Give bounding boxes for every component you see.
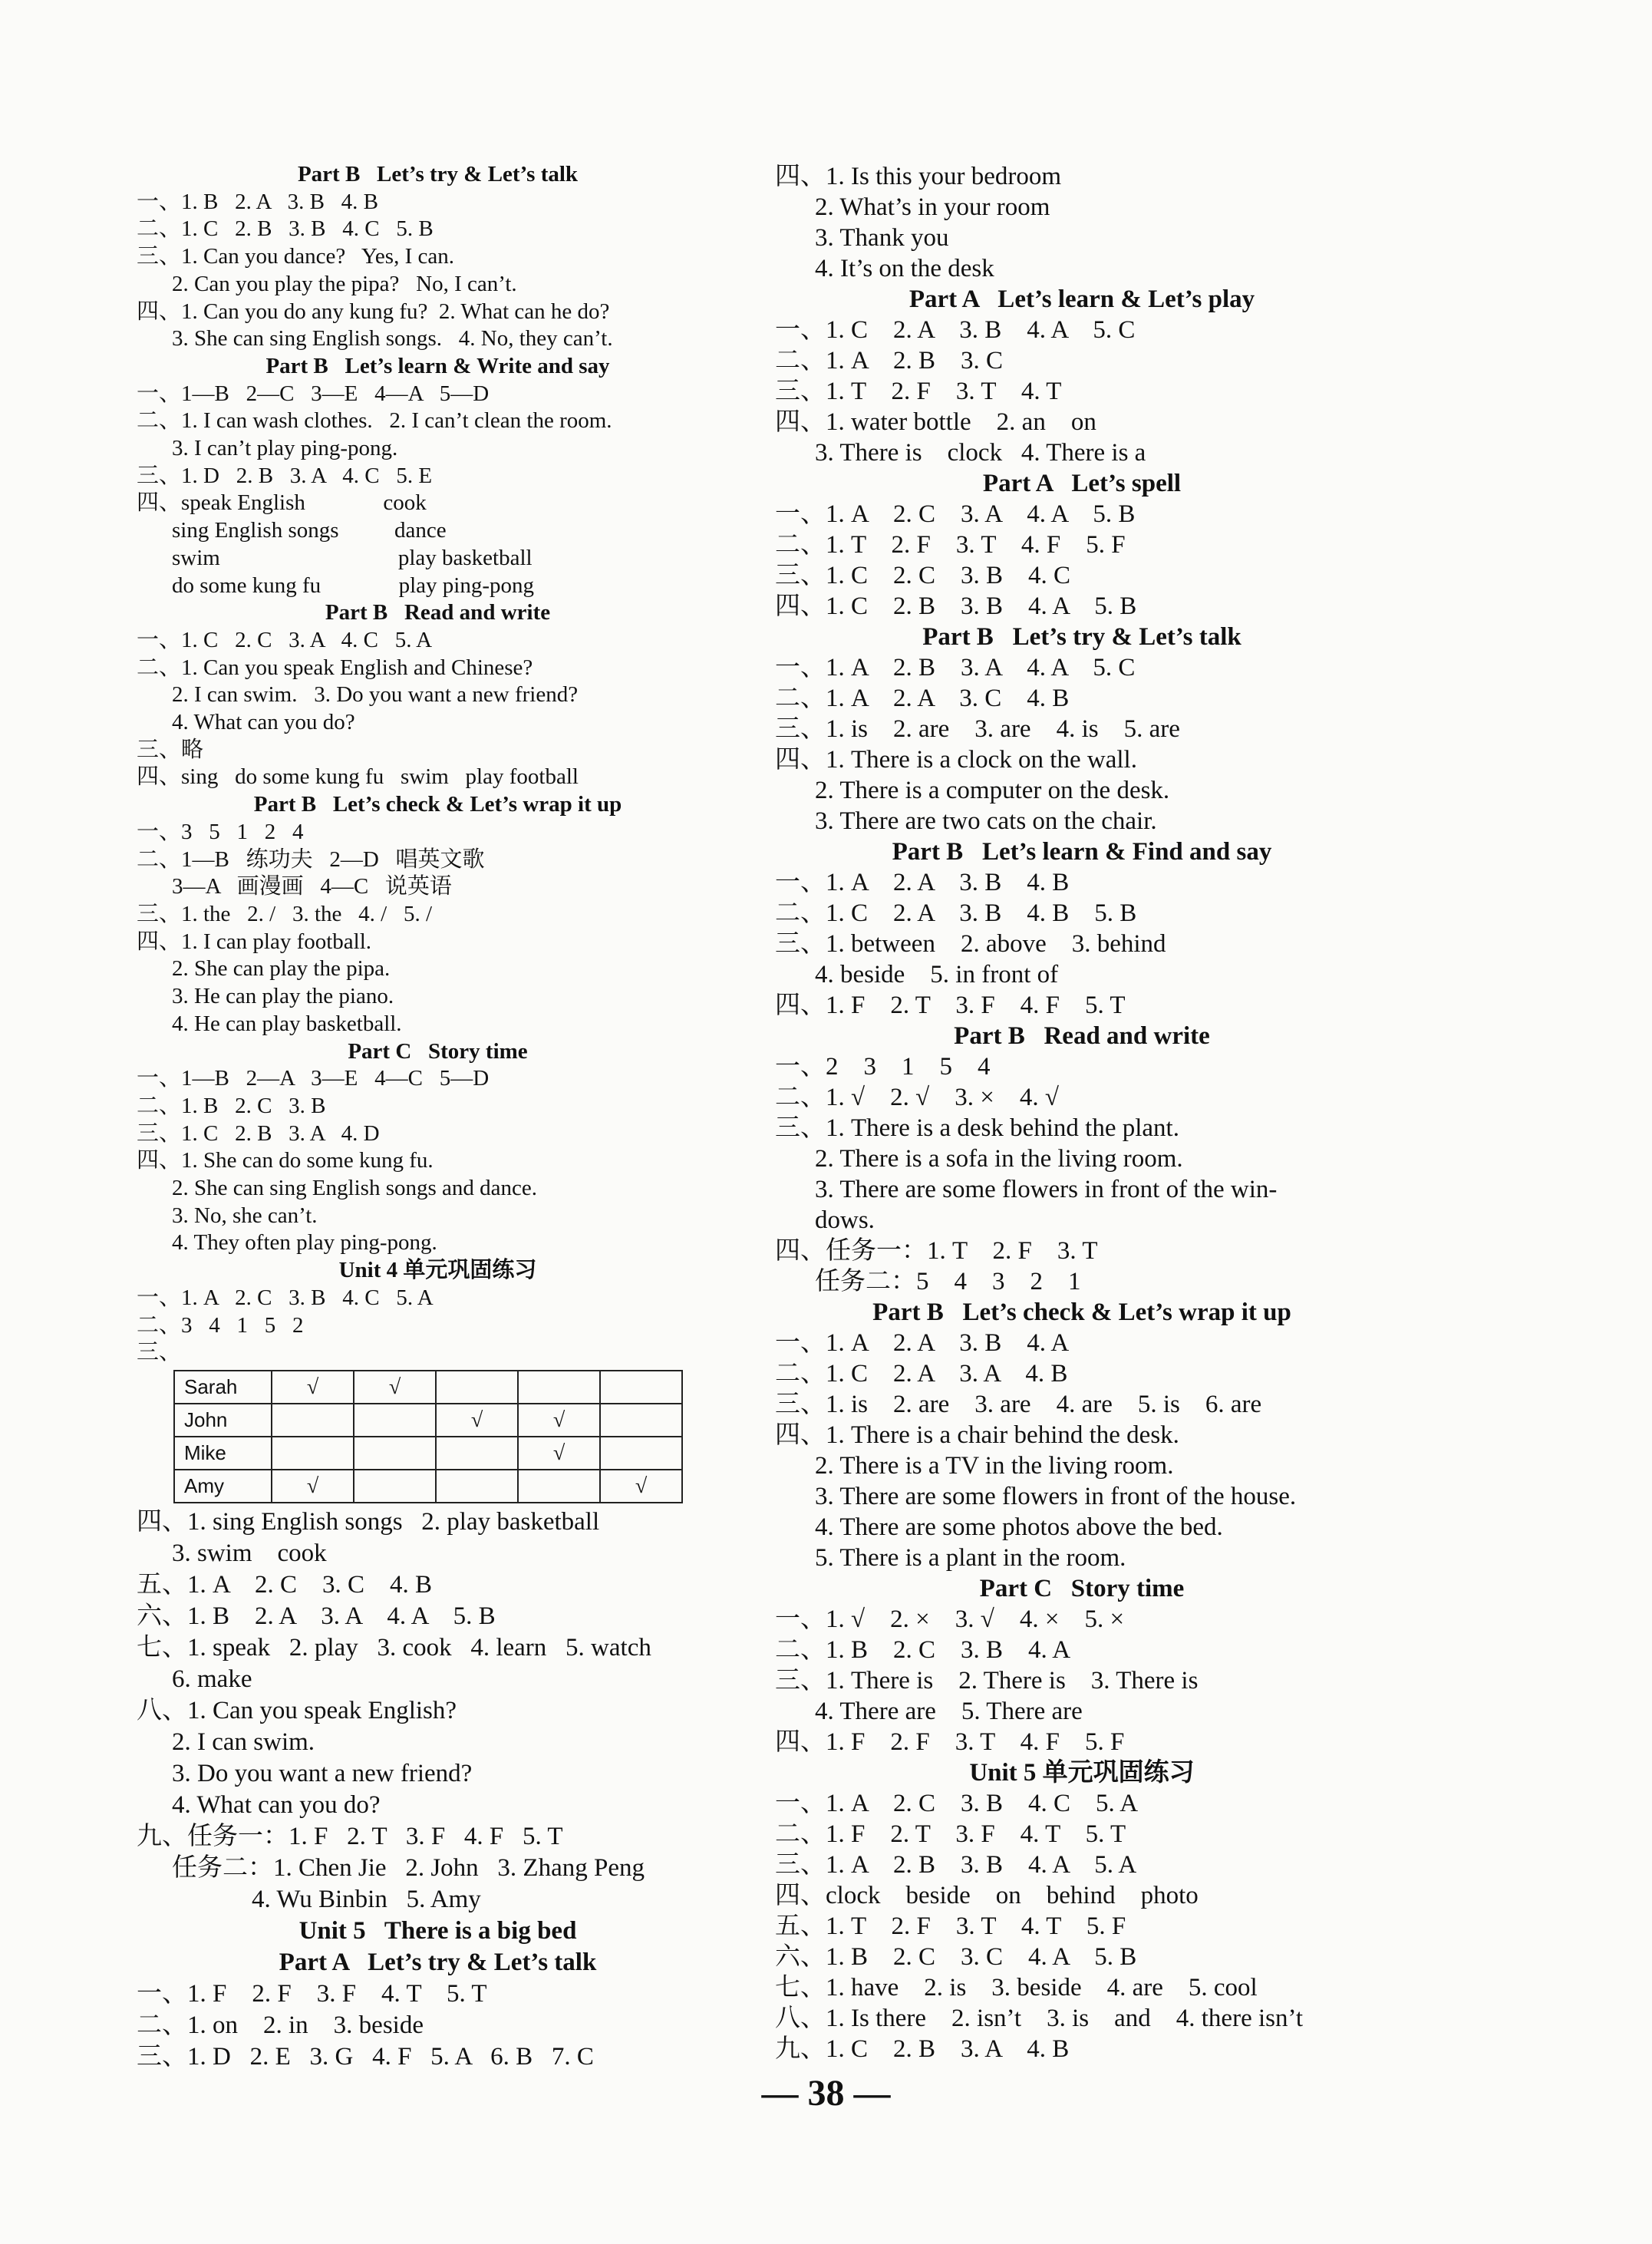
answer-line: 四、1. sing English songs 2. play basketball [137, 1507, 600, 1536]
answer-line: 二、1. C 2. A 3. A 4. B [775, 1360, 1068, 1388]
table-cell: √ [518, 1437, 600, 1470]
answer-line: 3—A 画漫画 4—C 说英语 [172, 874, 452, 899]
answer-line: 三、1. between 2. above 3. behind [775, 930, 1166, 958]
section-heading: Part C Story time [979, 1575, 1185, 1602]
answer-line: 三、1. the 2. / 3. the 4. / 5. / [137, 901, 433, 926]
answer-line: 4. There are 5. There are [815, 1698, 1083, 1725]
answer-line: 二、1. B 2. C 3. B [137, 1093, 326, 1118]
table-row [174, 1404, 682, 1437]
answer-line: 五、1. A 2. C 3. C 4. B [137, 1570, 433, 1599]
table-cell: √ [518, 1404, 600, 1437]
answer-line: 二、1. I can wash clothes. 2. I can’t clean the room. [137, 408, 612, 434]
answer-line: 二、1. C 2. B 3. B 4. C 5. B [137, 216, 434, 242]
answer-line: 六、1. B 2. A 3. A 4. A 5. B [137, 1602, 496, 1630]
answer-line: 2. Can you play the pipa? No, I can’t. [172, 271, 517, 296]
left-column [137, 161, 739, 2073]
answer-line: sing English songs dance [172, 518, 447, 543]
answer-line: 6. make [172, 1665, 252, 1693]
answer-line: 八、1. Can you speak English? [137, 1696, 457, 1724]
table-cell [354, 1470, 436, 1503]
answer-line: 四、1. C 2. B 3. B 4. A 5. B [775, 592, 1137, 620]
answer-line: 一、1. C 2. A 3. B 4. A 5. C [775, 316, 1136, 344]
answer-line: 三、1. T 2. F 3. T 4. T [775, 378, 1062, 405]
table-cell [272, 1437, 354, 1470]
answer-line: 3. There are some flowers in front of the win- [815, 1176, 1278, 1203]
answer-line: 七、1. have 2. is 3. beside 4. are 5. cool [775, 1974, 1258, 2001]
answer-line: 3. There is clock 4. There is a [815, 439, 1146, 467]
answer-line: 三、1. A 2. B 3. B 4. A 5. A [775, 1851, 1137, 1879]
answer-line: 二、1. Can you speak English and Chinese? [137, 655, 533, 680]
answer-line: 四、1. F 2. T 3. F 4. F 5. T [775, 992, 1126, 1019]
table-cell: √ [272, 1470, 354, 1503]
section-heading: Part A Let’s try & Let’s talk [279, 1948, 597, 1976]
section-heading: Part B Let’s learn & Write and say [265, 353, 610, 378]
answer-table [173, 1370, 683, 1503]
answer-line: 四、1. There is a chair behind the desk. [775, 1421, 1179, 1449]
answer-line: 二、1. C 2. A 3. B 4. B 5. B [775, 899, 1137, 927]
answer-line: 二、3 4 1 5 2 [137, 1312, 304, 1338]
answer-line: 任务二：5 4 3 2 1 [815, 1268, 1081, 1295]
table-cell [518, 1371, 600, 1404]
section-heading: Part A Let’s learn & Let’s play [908, 285, 1255, 313]
answer-line: 一、1. F 2. F 3. F 4. T 5. T [137, 1979, 487, 2008]
answer-line: 三、1. There is 2. There is 3. There is [775, 1667, 1199, 1695]
answer-line: 三、略 [137, 737, 204, 762]
answer-line: 四、1. Is this your bedroom [775, 163, 1062, 190]
answer-line: 一、1. A 2. C 3. B 4. C 5. A [775, 1790, 1139, 1817]
answer-line: 二、1. T 2. F 3. T 4. F 5. F [775, 531, 1126, 559]
answer-line: 一、1. C 2. C 3. A 4. C 5. A [137, 627, 433, 652]
answer-line: 2. There is a computer on the desk. [815, 777, 1170, 804]
answer-line: do some kung fu play ping-pong [172, 573, 535, 598]
answer-line: 一、1. A 2. A 3. B 4. B [775, 869, 1070, 896]
table-row [174, 1371, 682, 1404]
section-heading: Unit 5 There is a big bed [298, 1916, 577, 1945]
table-cell: √ [600, 1470, 682, 1503]
answer-line: 4. It’s on the desk [815, 255, 994, 282]
answer-line: 三、 [137, 1340, 182, 1365]
answer-line: 二、1. on 2. in 3. beside [137, 2011, 424, 2039]
answer-line: 三、1. D 2. E 3. G 4. F 5. A 6. B 7. C [137, 2042, 594, 2071]
answer-line: 一、3 5 1 2 4 [137, 819, 304, 844]
answer-line: 3. She can sing English songs. 4. No, they can’t. [172, 326, 613, 351]
answer-line: 一、1. A 2. A 3. B 4. A [775, 1329, 1070, 1357]
table-cell [518, 1470, 600, 1503]
answer-line: swim play basketball [172, 545, 533, 570]
section-heading: Part B Let’s try & Let’s talk [297, 162, 579, 186]
table-row-name: Mike [174, 1437, 272, 1470]
table-cell [600, 1437, 682, 1470]
answer-line: 3. Do you want a new friend? [172, 1759, 473, 1787]
answer-line: 三、1. is 2. are 3. are 4. are 5. is 6. are [775, 1391, 1262, 1418]
table-cell [354, 1437, 436, 1470]
answer-line: 三、1. is 2. are 3. are 4. is 5. are [775, 715, 1180, 743]
page-number: — 38 — [761, 2073, 891, 2114]
answer-line: 4. What can you do? [172, 1790, 381, 1819]
table-row-name: Sarah [174, 1371, 272, 1404]
answer-line: 4. Wu Binbin 5. Amy [252, 1885, 481, 1913]
answer-line: 一、1. B 2. A 3. B 4. B [137, 189, 379, 214]
answer-line: dows. [815, 1206, 875, 1234]
answer-line: 一、1. A 2. C 3. A 4. A 5. B [775, 500, 1136, 528]
answer-line: 4. There are some photos above the bed. [815, 1513, 1223, 1541]
section-heading: Part A Let’s spell [982, 470, 1182, 497]
answer-line: 九、1. C 2. B 3. A 4. B [775, 2035, 1070, 2063]
table-row-name: Amy [174, 1470, 272, 1503]
answer-line: 3. There are some flowers in front of the house. [815, 1483, 1297, 1510]
answer-line: 三、1. C 2. B 3. A 4. D [137, 1120, 380, 1146]
answer-line: 四、speak English cook [137, 490, 427, 516]
answer-line: 四、sing do some kung fu swim play football [137, 764, 579, 790]
answer-line: 4. What can you do? [172, 710, 355, 735]
table-cell [600, 1404, 682, 1437]
answer-line: 二、1—B 练功夫 2—D 唱英文歌 [137, 846, 485, 872]
answer-line: 三、1. There is a desk behind the plant. [775, 1114, 1179, 1142]
table-cell [354, 1404, 436, 1437]
section-heading: Part B Read and write [325, 600, 551, 625]
answer-line: 四、1. F 2. F 3. T 4. F 5. F [775, 1728, 1125, 1756]
table-row-name: John [174, 1404, 272, 1437]
answer-line: 2. I can swim. 3. Do you want a new friend? [172, 682, 579, 708]
answer-line: 八、1. Is there 2. isn’t 3. is and 4. there isn’t [775, 2005, 1304, 2032]
answer-line: 四、1. I can play football. [137, 929, 372, 954]
answer-line: 四、1. water bottle 2. an on [775, 408, 1096, 436]
table-cell [600, 1371, 682, 1404]
answer-line: 二、1. A 2. A 3. C 4. B [775, 685, 1070, 712]
answer-line: 2. She can play the pipa. [172, 956, 391, 982]
answer-line: 五、1. T 2. F 3. T 4. T 5. F [775, 1912, 1126, 1940]
answer-line: 三、1. Can you dance? Yes, I can. [137, 244, 454, 269]
answer-line: 四、clock beside on behind photo [775, 1882, 1199, 1909]
answer-line: 一、1. A 2. C 3. B 4. C 5. A [137, 1285, 434, 1310]
table-row [174, 1437, 682, 1470]
answer-line: 2. There is a sofa in the living room. [815, 1145, 1183, 1173]
answer-line: 2. I can swim. [172, 1728, 315, 1756]
answer-line: 一、1. √ 2. × 3. √ 4. × 5. × [775, 1605, 1125, 1633]
answer-line: 3. There are two cats on the chair. [815, 807, 1157, 835]
answer-line: 二、1. F 2. T 3. F 4. T 5. T [775, 1820, 1126, 1848]
table-cell: √ [272, 1371, 354, 1404]
section-heading: Part C Story time [348, 1038, 528, 1064]
section-heading: Part B Let’s learn & Find and say [892, 838, 1272, 866]
answer-line: 2. What’s in your room [815, 193, 1050, 221]
table-cell: √ [354, 1371, 436, 1404]
section-heading: Unit 5 单元巩固练习 [969, 1759, 1195, 1787]
answer-line: 一、1. A 2. B 3. A 4. A 5. C [775, 654, 1136, 681]
section-heading: Part B Read and write [954, 1022, 1210, 1050]
answer-line: 四、1. She can do some kung fu. [137, 1148, 434, 1173]
answer-line: 任务二：1. Chen Jie 2. John 3. Zhang Peng [172, 1853, 645, 1882]
answer-line: 4. They often play ping-pong. [172, 1230, 437, 1256]
answer-line: 5. There is a plant in the room. [815, 1544, 1126, 1572]
table-cell [436, 1437, 518, 1470]
answer-line: 三、1. C 2. C 3. B 4. C [775, 562, 1071, 589]
answer-line: 3. I can’t play ping-pong. [172, 436, 398, 461]
table-cell: √ [436, 1404, 518, 1437]
table-cell [272, 1404, 354, 1437]
answer-line: 七、1. speak 2. play 3. cook 4. learn 5. watch [137, 1633, 651, 1662]
answer-line: 4. He can play basketball. [172, 1011, 402, 1036]
answer-line: 六、1. B 2. C 3. C 4. A 5. B [775, 1943, 1137, 1971]
answer-line: 二、1. A 2. B 3. C [775, 347, 1004, 375]
table-row [174, 1470, 682, 1503]
answer-line: 三、1. D 2. B 3. A 4. C 5. E [137, 463, 433, 488]
answer-line: 3. No, she can’t. [172, 1203, 318, 1228]
section-heading: Part B Let’s try & Let’s talk [922, 623, 1241, 651]
answer-line: 3. swim cook [172, 1539, 327, 1567]
answer-line: 四、任务一：1. T 2. F 3. T [775, 1237, 1098, 1265]
section-heading: Part B Let’s check & Let’s wrap it up [253, 792, 622, 817]
answer-line: 2. There is a TV in the living room. [815, 1452, 1174, 1480]
answer-line: 二、1. √ 2. √ 3. × 4. √ [775, 1084, 1059, 1111]
answer-line: 一、1—B 2—A 3—E 4—C 5—D [137, 1066, 490, 1091]
answer-line: 2. She can sing English songs and dance. [172, 1176, 538, 1201]
section-heading: Part B Let’s check & Let’s wrap it up [872, 1299, 1291, 1326]
section-heading: Unit 4 单元巩固练习 [338, 1258, 537, 1283]
answer-line: 一、2 3 1 5 4 [775, 1053, 991, 1081]
answer-line: 四、1. There is a clock on the wall. [775, 746, 1137, 774]
answer-line: 3. He can play the piano. [172, 984, 394, 1009]
answer-line: 九、任务一：1. F 2. T 3. F 4. F 5. T [137, 1822, 563, 1850]
answer-line: 4. beside 5. in front of [815, 961, 1059, 988]
answer-line: 二、1. B 2. C 3. B 4. A [775, 1636, 1071, 1664]
answer-line: 四、1. Can you do any kung fu? 2. What can he do? [137, 299, 610, 324]
right-column [775, 161, 1389, 2064]
table-cell [436, 1371, 518, 1404]
answer-line: 3. Thank you [815, 224, 949, 252]
answer-line: 一、1—B 2—C 3—E 4—A 5—D [137, 381, 490, 406]
table-cell [436, 1470, 518, 1503]
